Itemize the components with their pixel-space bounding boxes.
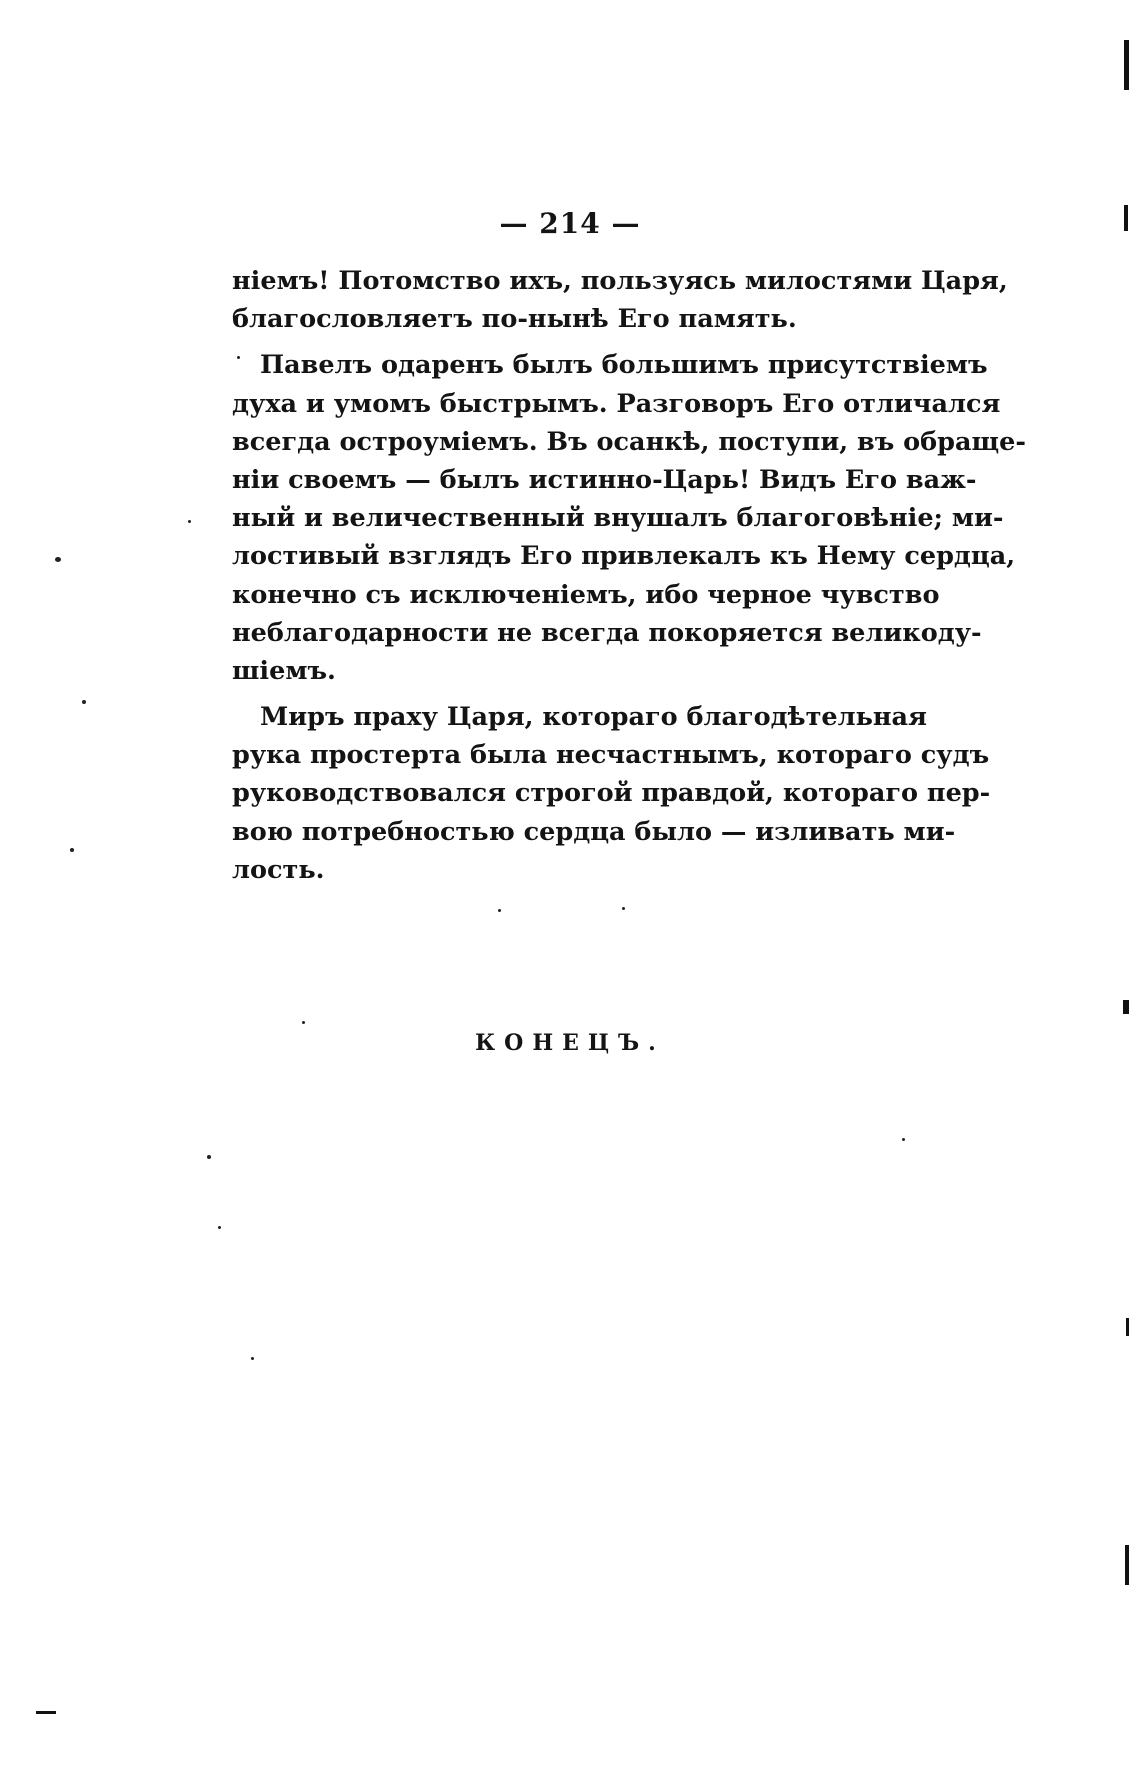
text-line: вою потребностью сердца было — изливать ми- (232, 816, 956, 847)
scan-speck (302, 1021, 305, 1024)
text-line: нiемъ! Потомство ихъ, пользуясь милостями Царя, (232, 266, 1008, 296)
scan-speck (55, 557, 61, 562)
text-line: шiемъ. (232, 655, 336, 686)
text-line: конечно съ исключенiемъ, ибо черное чувство (232, 579, 940, 610)
scan-speck (251, 1357, 254, 1360)
scan-edge-mark (1123, 1000, 1129, 1014)
text-line: нiи своемъ — былъ истинно-Царь! Видъ Его важ- (232, 464, 977, 495)
text-line: ный и величественный внушалъ благоговѣнiе; ми- (232, 503, 1004, 534)
ending-word: КОНЕЦЪ. (475, 1030, 665, 1056)
text-line: благословляетъ по-нынѣ Его память. (232, 304, 797, 335)
scan-edge-mark (1124, 40, 1129, 90)
scan-speck (498, 909, 501, 912)
text-line: лость. (232, 854, 325, 885)
text-line: Павелъ одаренъ былъ большимъ присутствiемъ (260, 350, 988, 381)
text-line: духа и умомъ быстрымъ. Разговоръ Его отличался (232, 388, 1001, 419)
scan-speck (218, 1226, 221, 1229)
scan-edge-mark (1124, 205, 1128, 231)
scan-speck (622, 907, 625, 910)
scan-edge-mark (1126, 1318, 1129, 1336)
scan-speck (82, 700, 86, 704)
scan-edge-mark (1125, 1545, 1129, 1585)
paragraph-2 (232, 346, 1026, 690)
scan-speck (188, 520, 191, 523)
scan-speck (70, 848, 74, 852)
text-line: Миръ праху Царя, котораго благодѣтельная (260, 702, 927, 733)
scan-speck (902, 1138, 905, 1141)
text-line: руководствовался строгой правдой, котораго пер- (232, 778, 991, 809)
page-number: — 214 — (499, 207, 641, 240)
body-text (232, 262, 1026, 889)
text-line: лостивый взглядъ Его привлекалъ къ Нему сердца, (232, 541, 1016, 572)
text-line: всегда остроумiемъ. Въ осанкѣ, поступи, въ обраще- (232, 426, 1026, 457)
text-line: рука простерта была несчастнымъ, котораго судъ (232, 740, 990, 771)
paragraph-3 (232, 698, 991, 889)
scan-speck (207, 1155, 211, 1159)
scan-edge-mark (36, 1711, 56, 1714)
scan-speck (237, 356, 240, 359)
paragraph-1 (232, 262, 1008, 338)
text-line: неблагодарности не всегда покоряется великоду- (232, 617, 982, 648)
